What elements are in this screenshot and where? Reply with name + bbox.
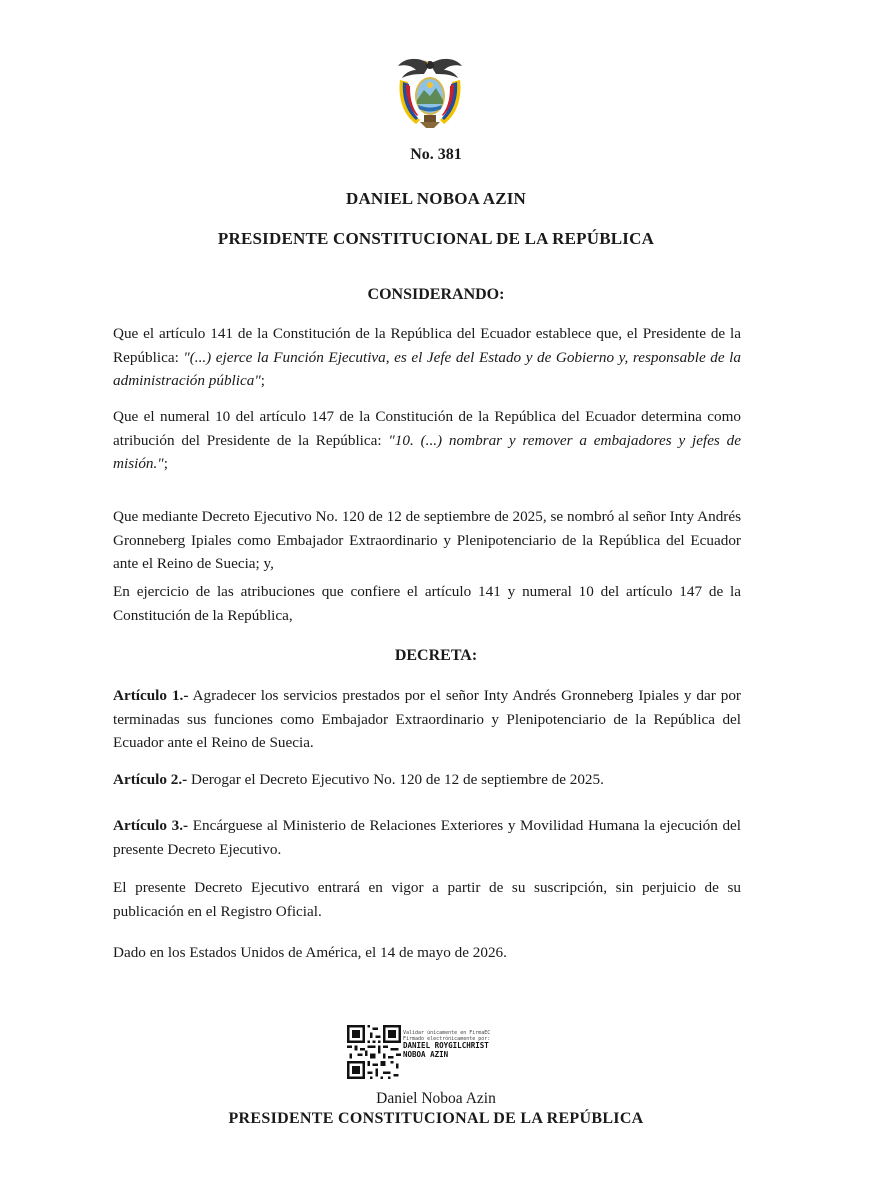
article-2: Artículo 2.- Derogar el Decreto Ejecutivo No. 120 de 12 de septiembre de 2025. (113, 771, 604, 788)
stamp-signer-name-1: DANIEL ROYGILCHRIST (403, 1041, 489, 1050)
article-2-label: Artículo 2.- (113, 771, 188, 788)
president-name-heading: DANIEL NOBOA AZIN (345, 189, 527, 208)
considerando-paragraph-2: Que el numeral 10 del artículo 147 de la Constitución de la República del Ecuador determina como atribución del Presidente de la República: "10. (...) nombrar y remover a embajadores y jefes de misión."; (113, 408, 741, 472)
article-1-label: Artículo 1.- (113, 687, 189, 704)
decree-number: No. 381 (410, 146, 462, 163)
vigor-paragraph: El presente Decreto Ejecutivo entrará en vigor a partir de su suscripción, sin perjuicio de su publicación en el Registro Oficial. (113, 879, 741, 920)
article-3-label: Artículo 3.- (113, 817, 189, 834)
stamp-validate-line: Validar únicamente en FirmaEC (403, 1030, 491, 1036)
stamp-signed-by-line: Firmado electrónicamente por: (403, 1036, 491, 1042)
dado-paragraph: Dado en los Estados Unidos de América, el 14 de mayo de 2026. (113, 944, 507, 961)
ecuador-coat-of-arms-icon (394, 52, 466, 132)
article-1: Artículo 1.- Agradecer los servicios prestados por el señor Inty Andrés Gronneberg Ipiales y dar por terminadas sus funciones como Embajador Extraordinario y Plenipotenciario de la República del Ecuador ante el Reino de Suecia. (113, 687, 741, 751)
signer-name: Daniel Noboa Azin (376, 1090, 496, 1107)
qr-code-icon (347, 1025, 401, 1079)
president-title-heading: PRESIDENTE CONSTITUCIONAL DE LA REPÚBLICA (217, 229, 655, 248)
signer-title: PRESIDENTE CONSTITUCIONAL DE LA REPÚBLICA (228, 1110, 644, 1127)
quote-article-147: "10. (...) nombrar y remover a embajadores y jefes de misión." (113, 431, 741, 472)
quote-article-141: "(...) ejerce la Función Ejecutiva, es el Jefe del Estado y de Gobierno y, responsable de la administración pública" (113, 348, 741, 389)
stamp-signer-name-2: NOBOA AZIN (403, 1049, 449, 1059)
considerando-paragraph-1: Que el artículo 141 de la Constitución de la República del Ecuador establece que, el Presidente de la República: "(...) ejerce la Función Ejecutiva, es el Jefe del Estado y de Gobierno y, responsable de la administración pública"; (113, 325, 741, 389)
considerando-heading: CONSIDERANDO: (367, 286, 505, 303)
electronic-signature-stamp (403, 1030, 553, 1059)
considerando-paragraph-4: En ejercicio de las atribuciones que confiere el artículo 141 y numeral 10 del artículo 147 de la Constitución de la República, (113, 583, 741, 624)
decreta-heading: DECRETA: (394, 647, 478, 664)
considerando-paragraph-3: Que mediante Decreto Ejecutivo No. 120 de 12 de septiembre de 2025, se nombró al señor Inty Andrés Gronneberg Ipiales como Embajador Extraordinario y Plenipotenciario de la República del Ecuador ante el Reino de Suecia; y, (113, 508, 741, 572)
article-3: Artículo 3.- Encárguese al Ministerio de Relaciones Exteriores y Movilidad Humana la ejecución del presente Decreto Ejecutivo. (113, 817, 742, 858)
